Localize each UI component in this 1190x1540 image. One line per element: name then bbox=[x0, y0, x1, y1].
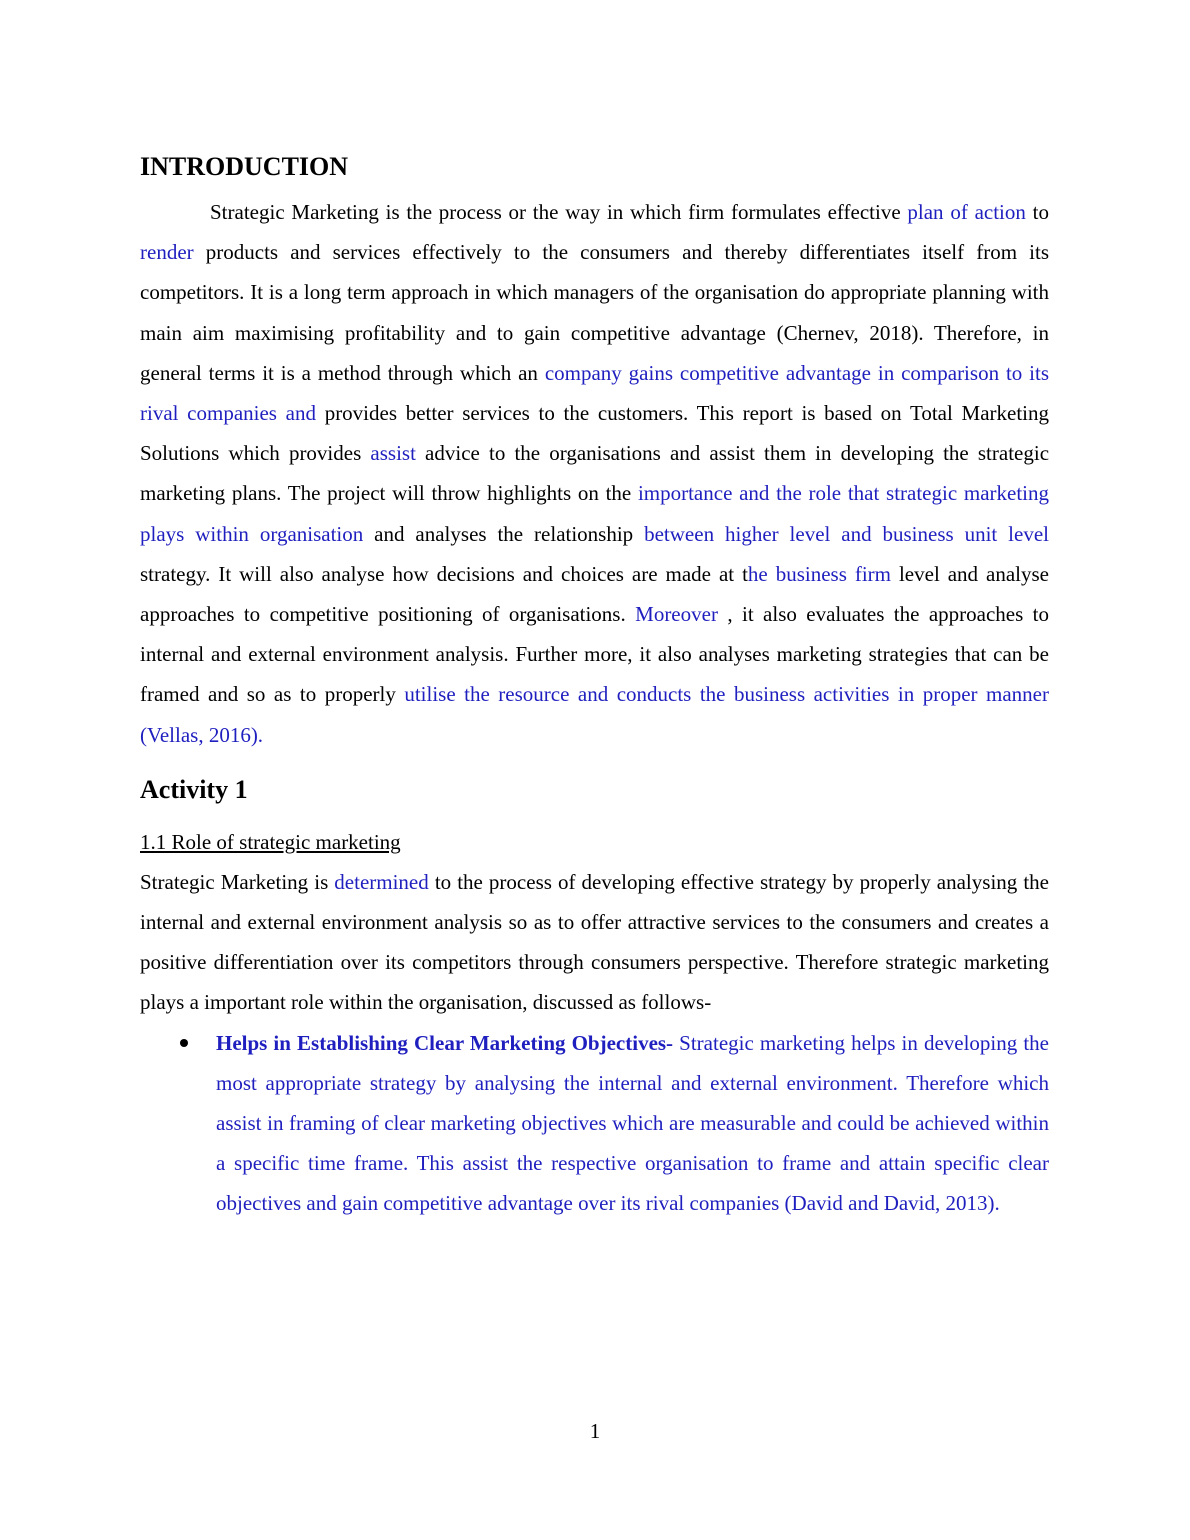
body-text: level and analyse approaches to competitive positioning of organisations. bbox=[140, 561, 1049, 627]
body-text: products and services effectively to the consumers and thereby differentiates itself from its competitors. It is a long term approach in which managers of the organisation do appropriate planning with main aim maximising profitability and to gain competitive advantage (Chernev, 2018). Therefore, in general terms it is a method through which an bbox=[140, 240, 1049, 385]
document-page bbox=[140, 150, 1049, 1224]
intro-heading: INTRODUCTION bbox=[140, 152, 349, 181]
body-text: strategy. It will also analyse how decisions and choices are made at t bbox=[140, 561, 748, 586]
body-text: to bbox=[1025, 200, 1049, 224]
bullet-title: Helps in Establishing Clear Marketing Objectives- bbox=[216, 1030, 674, 1055]
highlighted-text: importance and the role that strategic marketing plays within organisation bbox=[140, 481, 1049, 546]
highlighted-text: plan of action bbox=[907, 200, 1026, 224]
activity-subheading: 1.1 Role of strategic marketing bbox=[140, 829, 401, 854]
page-number: 1 bbox=[589, 1419, 601, 1443]
bullet-text: Strategic marketing helps in developing the most appropriate strategy by analysing the internal and external environment. Therefore which assist in framing of clear marketing objectives which are measurable and could be achieved within a specific time frame. This assist the respective organisation to frame and attain specific clear objectives and gain competitive advantage over its rival companies (David and David, 2013). bbox=[216, 1030, 1049, 1216]
intro-paragraph bbox=[140, 192, 1049, 755]
body-text: to the process of developing effective strategy by properly analysing the internal and external environment analysis so as to offer attractive services to the consumers and creates a positive differentiation over its competitors through consumers perspective. Therefore strategic marketing plays a important role within the organisation, discussed as follows- bbox=[140, 869, 1049, 1015]
highlighted-text: Moreover bbox=[635, 602, 718, 627]
objective-bullet-item bbox=[140, 1023, 1049, 1224]
highlighted-text: between higher level and business unit level bbox=[644, 521, 1049, 546]
highlighted-text: company gains competitive advantage in comparison to its rival companies and bbox=[140, 360, 1050, 426]
highlighted-text: determined bbox=[334, 869, 429, 894]
highlighted-text: he business firm bbox=[747, 561, 891, 586]
activity-heading: Activity 1 bbox=[140, 774, 248, 804]
body-text: , it also evaluates the approaches to internal and external environment analysis. Further more, it also analyses marketing strategies that can be framed and so as to properly bbox=[140, 602, 1050, 707]
body-text: advice to the organisations and assist them in developing the strategic marketing plans. The project will throw highlights on the bbox=[140, 441, 1050, 506]
body-text: and analyses the relationship bbox=[363, 521, 645, 546]
objectives-list bbox=[140, 1023, 1049, 1224]
body-text: Strategic Marketing is the process or the way in which firm formulates effective bbox=[210, 200, 908, 224]
highlighted-text: utilise the resource and conducts the business activities in proper manner (Vellas, 2016). bbox=[140, 682, 1049, 747]
highlighted-text: render bbox=[140, 240, 194, 265]
body-text: provides better services to the customers. This report is based on Total Marketing Solutions which provides bbox=[140, 401, 1050, 466]
body-text: Strategic Marketing is bbox=[140, 869, 335, 894]
highlighted-text: assist bbox=[370, 441, 416, 466]
bullet-dot-icon bbox=[180, 1039, 188, 1047]
activity-paragraph bbox=[140, 862, 1049, 1023]
